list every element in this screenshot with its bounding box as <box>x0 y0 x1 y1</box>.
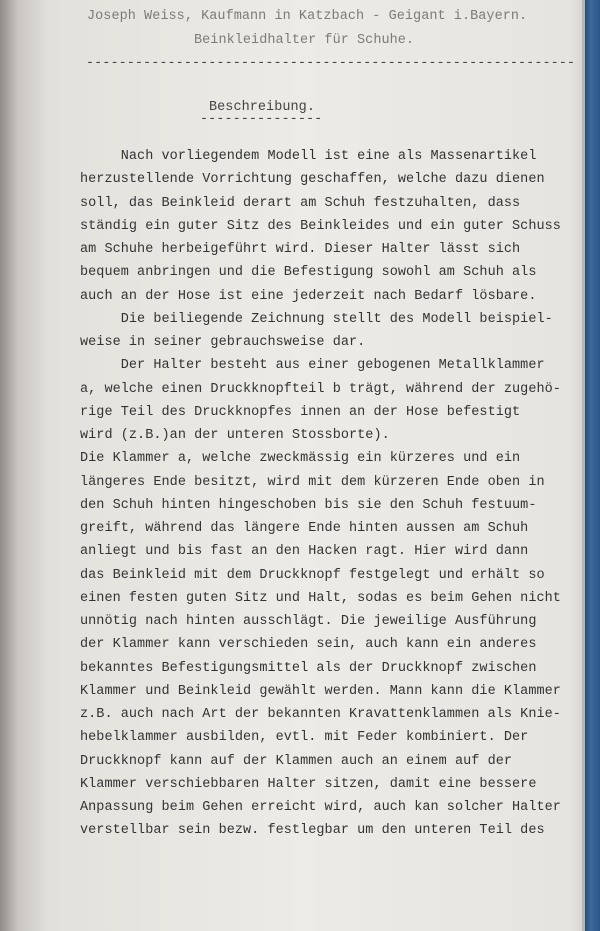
body-line: auch an der Hose ist eine jederzeit nach Bedarf lösbare. <box>80 288 537 304</box>
body-line: Nach vorliegendem Modell ist eine als Massenartikel <box>80 149 537 164</box>
body-line: den Schuh hinten hingeschoben bis sie den Schuh festuum- <box>80 497 537 513</box>
body-line: längeres Ende besitzt, wird mit dem kürzeren Ende oben in <box>80 474 545 490</box>
body-line: Klammer verschiebbaren Halter sitzen, damit eine bessere <box>80 776 537 792</box>
body-line: Die Klammer a, welche zweckmässig ein kürzeres und ein <box>80 451 521 467</box>
body-line: einen festen guten Sitz und Halt, sodas es beim Gehen nicht <box>80 590 561 606</box>
body-line: am Schuhe herbeigeführt wird. Dieser Halter lässt sich <box>80 242 521 257</box>
body-line: Anpassung beim Gehen erreicht wird, auch kan solcher Halter <box>80 800 561 815</box>
body-line: greift, während das längere Ende hinten aussen am Schuh <box>80 521 529 536</box>
body-line: a, welche einen Druckknopfteil b trägt, während der zugehö- <box>80 381 561 397</box>
document-title: Beinkleidhalter für Schuhe. <box>194 33 415 48</box>
applicant-line: Joseph Weiss, Kaufmann in Katzbach - Geigant i.Bayern. <box>87 9 528 24</box>
body-line: bequem anbringen und die Befestigung sowohl am Schuh als <box>80 265 537 281</box>
body-line: der Klammer kann verschieden sein, auch kann ein anderes <box>80 637 537 653</box>
body-line: weise in seiner gebrauchsweise dar. <box>80 335 366 350</box>
body-line: hebelklammer ausbilden, evtl. mit Feder kombiniert. Der <box>80 730 529 746</box>
section-heading: Beschreibung. <box>209 100 315 115</box>
body-line: Druckknopf kann auf der Klammen auch an einem auf der <box>80 753 513 769</box>
body-line: herzustellende Vorrichtung geschaffen, welche dazu dienen <box>80 172 545 188</box>
body-line: ständig ein guter Sitz des Beinkleides und ein guter Schuss <box>80 218 561 234</box>
body-line: verstellbar sein bezw. festlegbar um den unteren Teil des <box>80 823 545 839</box>
header-rule: ------------------------------------------------------------ <box>86 56 576 71</box>
body-line: unnötig nach hinten ausschlägt. Die jeweilige Ausführung <box>80 614 537 629</box>
body-line: das Beinkleid mit dem Druckknopf festgelegt und erhält so <box>80 567 545 583</box>
body-line: anliegt und bis fast an den Hacken ragt. Hier wird dann <box>80 544 529 560</box>
section-underline: --------------- <box>200 112 323 127</box>
body-line: Der Halter besteht aus einer gebogenen Metallklammer <box>80 358 545 374</box>
body-line: Klammer und Beinkleid gewählt werden. Mann kann die Klammer <box>80 683 561 699</box>
body-line: soll, das Beinkleid derart am Schuh festzuhalten, dass <box>80 195 521 211</box>
body-line: wird (z.B.)an der unteren Stossborte). <box>80 428 390 443</box>
blue-binder-edge <box>585 0 600 931</box>
body-line: Die beiliegende Zeichnung stellt des Modell beispiel- <box>80 311 553 327</box>
body-line: bekanntes Befestigungsmittel als der Druckknopf zwischen <box>80 660 537 676</box>
body-line: rige Teil des Druckknopfes innen an der Hose befestigt <box>80 404 521 420</box>
body-line: z.B. auch nach Art der bekannten Kravattenklammen als Knie- <box>80 707 561 722</box>
